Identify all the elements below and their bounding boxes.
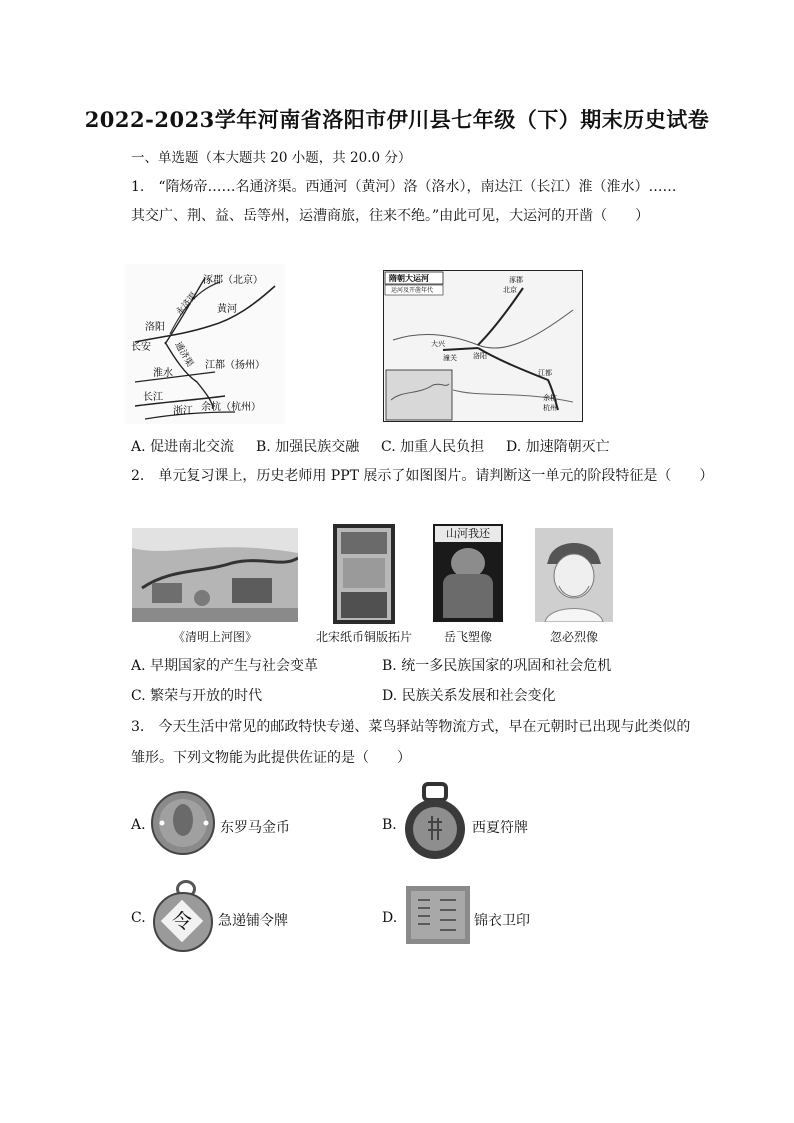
token-glyph: 令 [172,909,192,933]
map2-label-7: 杭州 [543,404,557,412]
map2-label-4: 潼关 [443,354,457,362]
map2-title: 隋朝大运河 [389,273,429,283]
q2-caption-2: 岳飞塑像 [443,630,492,644]
q2-option-a[interactable]: A. 早期国家的产生与社会变革 [131,658,319,674]
q1-option-b[interactable]: B. 加强民族交融 [256,439,360,455]
statue-banner: 山河我还 [435,526,501,542]
qingming-painting-image [132,528,298,622]
map1-label-3: 洛阳 [145,322,165,333]
map1-label-2: 黄河 [217,304,237,315]
q3-option-c-name[interactable]: 急递铺令牌 [218,913,288,929]
map1-label-9: 浙江 [173,406,193,417]
map2-label-1: 北京 [503,286,517,294]
q3-option-a-letter[interactable]: A. [131,817,146,833]
q2-text: 2. 单元复习课上，历史老师用 PPT 展示了如图图片。请判断这一单元的阶段特征是（ ） [131,468,714,484]
map1-label-5: 通济渠 [172,340,195,369]
map2-label-2: 大兴 [431,340,445,348]
map1-label-7: 淮水 [153,368,173,379]
q2-option-d[interactable]: D. 民族关系发展和社会变化 [382,688,556,704]
map1-label-8: 长江 [143,392,163,403]
q2-caption-3: 忽必烈像 [549,630,598,644]
canal-sketch-map [125,264,285,424]
q2-option-b[interactable]: B. 统一多民族国家的巩固和社会危机 [382,658,612,674]
byzantine-gold-coin-image [150,790,216,856]
q1-line2: 其交广、荆、益、岳等州，运漕商旅，往来不绝。”由此可见，大运河的开凿（ ） [131,208,650,224]
q3-line1: 3. 今天生活中常见的邮政特快专递、菜鸟驿站等物流方式，早在元朝时已出现与此类似的 [131,719,691,735]
q2-option-c[interactable]: C. 繁荣与开放的时代 [131,688,263,704]
sui-canal-map [383,270,583,422]
map1-label-4: 长安 [131,342,151,353]
q2-caption-0: 《清明上河图》 [172,630,257,644]
map1-label-1: 永济渠 [174,290,200,318]
q3-option-a-name[interactable]: 东罗马金币 [220,820,290,836]
paper-money-rubbing-image [333,524,395,624]
xixia-tally-image [402,782,468,862]
q2-caption-1: 北宋纸币铜版拓片 [315,630,412,644]
q1-option-c[interactable]: C. 加重人民负担 [381,439,485,455]
map2-label-3: 洛阳 [473,352,487,360]
map1-label-6: 江都（扬州） [205,360,265,371]
q1-option-a[interactable]: A. 促进南北交流 [131,439,235,455]
map1-label-0: 涿郡（北京） [203,275,263,286]
map2-legend: 运河及开凿年代 [391,287,434,294]
jinyiwei-seal-image [406,886,470,944]
exam-title: 2022-2023学年河南省洛阳市伊川县七年级（下）期末历史试卷 [84,107,710,132]
map2-label-5: 江都 [538,369,552,377]
section-heading: 一、单选题（本大题共 20 小题，共 20.0 分） [131,150,412,166]
q1-line1: 1. “隋炀帝……名通济渠。西通河（黄河）洛（洛水），南达江（长江）淮（淮水）…… [131,179,677,195]
q1-option-d[interactable]: D. 加速隋朝灭亡 [506,439,610,455]
q3-option-d-letter[interactable]: D. [382,910,398,926]
courier-station-token-image [150,880,216,956]
yuefei-statue-image [433,524,503,622]
q3-option-b-letter[interactable]: B. [382,817,397,833]
q3-line2: 雏形。下列文物能为此提供佐证的是（ ） [131,750,411,766]
q3-option-d-name[interactable]: 锦衣卫印 [474,913,530,929]
map1-label-10: 余杭（杭州） [201,402,261,413]
map2-label-6: 余杭 [543,394,557,402]
map2-label-0: 涿郡 [509,276,523,284]
q3-option-c-letter[interactable]: C. [131,910,146,926]
q3-option-b-name[interactable]: 西夏符牌 [472,820,528,836]
kublai-portrait-image [535,528,613,622]
